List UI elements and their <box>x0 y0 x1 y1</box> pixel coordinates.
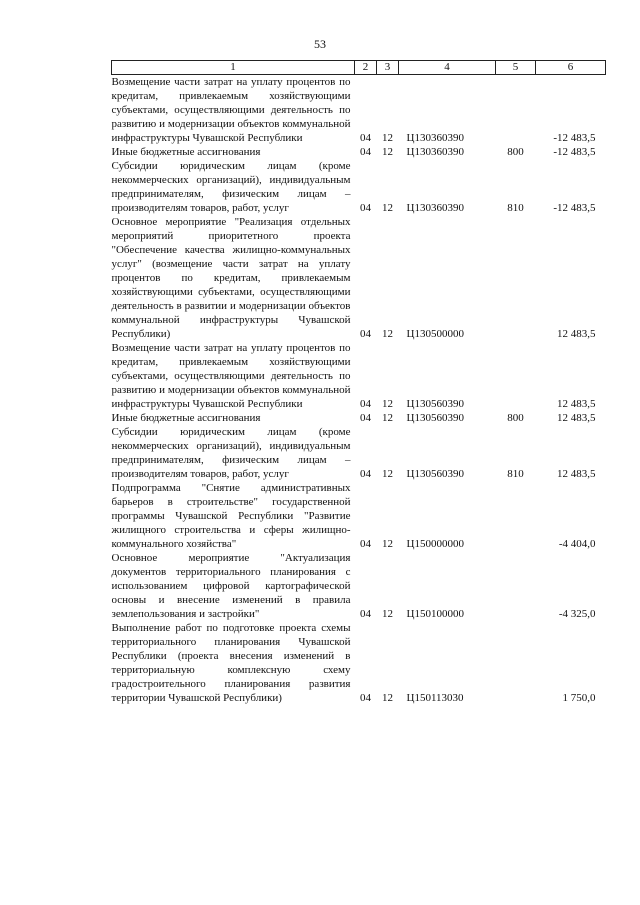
row-subsection: 12 <box>382 538 393 550</box>
column-header-1: 1 <box>112 61 355 75</box>
table-row <box>112 621 606 705</box>
row-target-code: Ц130560390 <box>406 398 464 410</box>
table-row <box>112 215 606 341</box>
row-target-code: Ц130360390 <box>406 146 464 158</box>
row-name: Подпрограмма "Снятие административных барьеров в строительстве" государственной программы Чувашской Республики "Развитие жилищного строительства и сферы жилищно-коммунального хозяйства" <box>111 482 351 550</box>
row-target-code: Ц130360390 <box>406 132 464 144</box>
table-row <box>112 425 606 481</box>
row-target-code: Ц130560390 <box>406 412 464 424</box>
column-header-3: 3 <box>377 61 399 75</box>
row-target-code: Ц150113030 <box>406 692 464 704</box>
row-expense-type: 810 <box>507 202 524 214</box>
row-section: 04 <box>360 692 371 704</box>
row-subsection: 12 <box>382 468 393 480</box>
row-expense-type <box>496 75 536 146</box>
row-section: 04 <box>360 146 371 158</box>
row-name: Субсидии юридическим лицам (кроме некоммерческих организаций), индивидуальным предпринимателям, физическим лицам – производителям товаров, работ, услуг <box>111 160 351 214</box>
table-row <box>112 481 606 551</box>
row-subsection: 12 <box>382 398 393 410</box>
row-subsection: 12 <box>382 146 393 158</box>
row-subsection: 12 <box>382 202 393 214</box>
row-amount: 1 750,0 <box>562 692 596 704</box>
row-target-code: Ц130360390 <box>406 202 464 214</box>
row-subsection: 12 <box>382 132 393 144</box>
row-amount: 12 483,5 <box>557 468 596 480</box>
row-expense-type: 810 <box>507 468 524 480</box>
row-amount: -4 325,0 <box>558 608 596 620</box>
row-amount: -12 483,5 <box>553 202 596 214</box>
row-section: 04 <box>360 538 371 550</box>
column-header-5: 5 <box>496 61 536 75</box>
row-target-code: Ц150000000 <box>406 538 464 550</box>
row-name: Основное мероприятие "Актуализация документов территориального планирования с использованием цифровой картографической основы и внесение изменений в правила землепользования и застройки" <box>111 552 351 620</box>
column-header-6: 6 <box>536 61 606 75</box>
row-amount: -4 404,0 <box>558 538 596 550</box>
row-section: 04 <box>360 202 371 214</box>
table-row <box>112 145 606 159</box>
row-expense-type <box>496 481 536 551</box>
row-section: 04 <box>360 468 371 480</box>
row-section: 04 <box>360 132 371 144</box>
row-section: 04 <box>360 608 371 620</box>
table-row <box>112 75 606 146</box>
row-expense-type <box>496 621 536 705</box>
row-name: Субсидии юридическим лицам (кроме некоммерческих организаций), индивидуальным предпринимателям, физическим лицам – производителям товаров, работ, услуг <box>111 426 351 480</box>
row-name: Иные бюджетные ассигнования <box>111 146 261 158</box>
row-name: Возмещение части затрат на уплату процентов по кредитам, привлекаемым хозяйствующими субъектами, осуществляющими деятельность по развитию и модернизации объектов коммунальной инфраструктуры Чувашской Республики <box>111 76 351 144</box>
row-name: Иные бюджетные ассигнования <box>111 412 261 424</box>
row-subsection: 12 <box>382 692 393 704</box>
row-amount: -12 483,5 <box>553 146 596 158</box>
row-name: Выполнение работ по подготовке проекта схемы территориального планирования Чувашской Республики (проекта внесения изменений в территориальную комплексную схему градостроительного планирования развития территории Чувашской Республики) <box>111 622 351 704</box>
row-name: Основное мероприятие "Реализация отдельных мероприятий приоритетного проекта "Обеспечение качества жилищно-коммунальных услуг" (возмещение части затрат на уплату процентов по кредитам, привлекаемым хозяйствующими субъектами, осуществляющими деятельность в развитии и модернизации объектов коммунальной инфраструктуры Чувашской Республики) <box>111 216 351 340</box>
column-header-4: 4 <box>399 61 496 75</box>
table-row <box>112 159 606 215</box>
row-section: 04 <box>360 398 371 410</box>
table-row <box>112 341 606 411</box>
column-header-2: 2 <box>355 61 377 75</box>
row-amount: 12 483,5 <box>557 412 596 424</box>
row-section: 04 <box>360 412 371 424</box>
row-amount: 12 483,5 <box>557 398 596 410</box>
table-header-row <box>112 61 606 75</box>
row-expense-type <box>496 551 536 621</box>
row-expense-type <box>496 215 536 341</box>
row-subsection: 12 <box>382 328 393 340</box>
table-row <box>112 411 606 425</box>
page-number: 53 <box>314 37 326 51</box>
row-subsection: 12 <box>382 412 393 424</box>
row-amount: -12 483,5 <box>553 132 596 144</box>
row-name: Возмещение части затрат на уплату процентов по кредитам, привлекаемым хозяйствующими субъектами, осуществляющими деятельность по развитию и модернизации объектов коммунальной инфраструктуры Чувашской Республики <box>111 342 351 410</box>
row-target-code: Ц150100000 <box>406 608 464 620</box>
row-target-code: Ц130560390 <box>406 468 464 480</box>
table-row <box>112 551 606 621</box>
row-section: 04 <box>360 328 371 340</box>
budget-table <box>111 60 606 705</box>
row-expense-type: 800 <box>507 146 524 158</box>
row-subsection: 12 <box>382 608 393 620</box>
row-amount: 12 483,5 <box>557 328 596 340</box>
row-expense-type: 800 <box>507 412 524 424</box>
row-target-code: Ц130500000 <box>406 328 464 340</box>
row-expense-type <box>496 341 536 411</box>
